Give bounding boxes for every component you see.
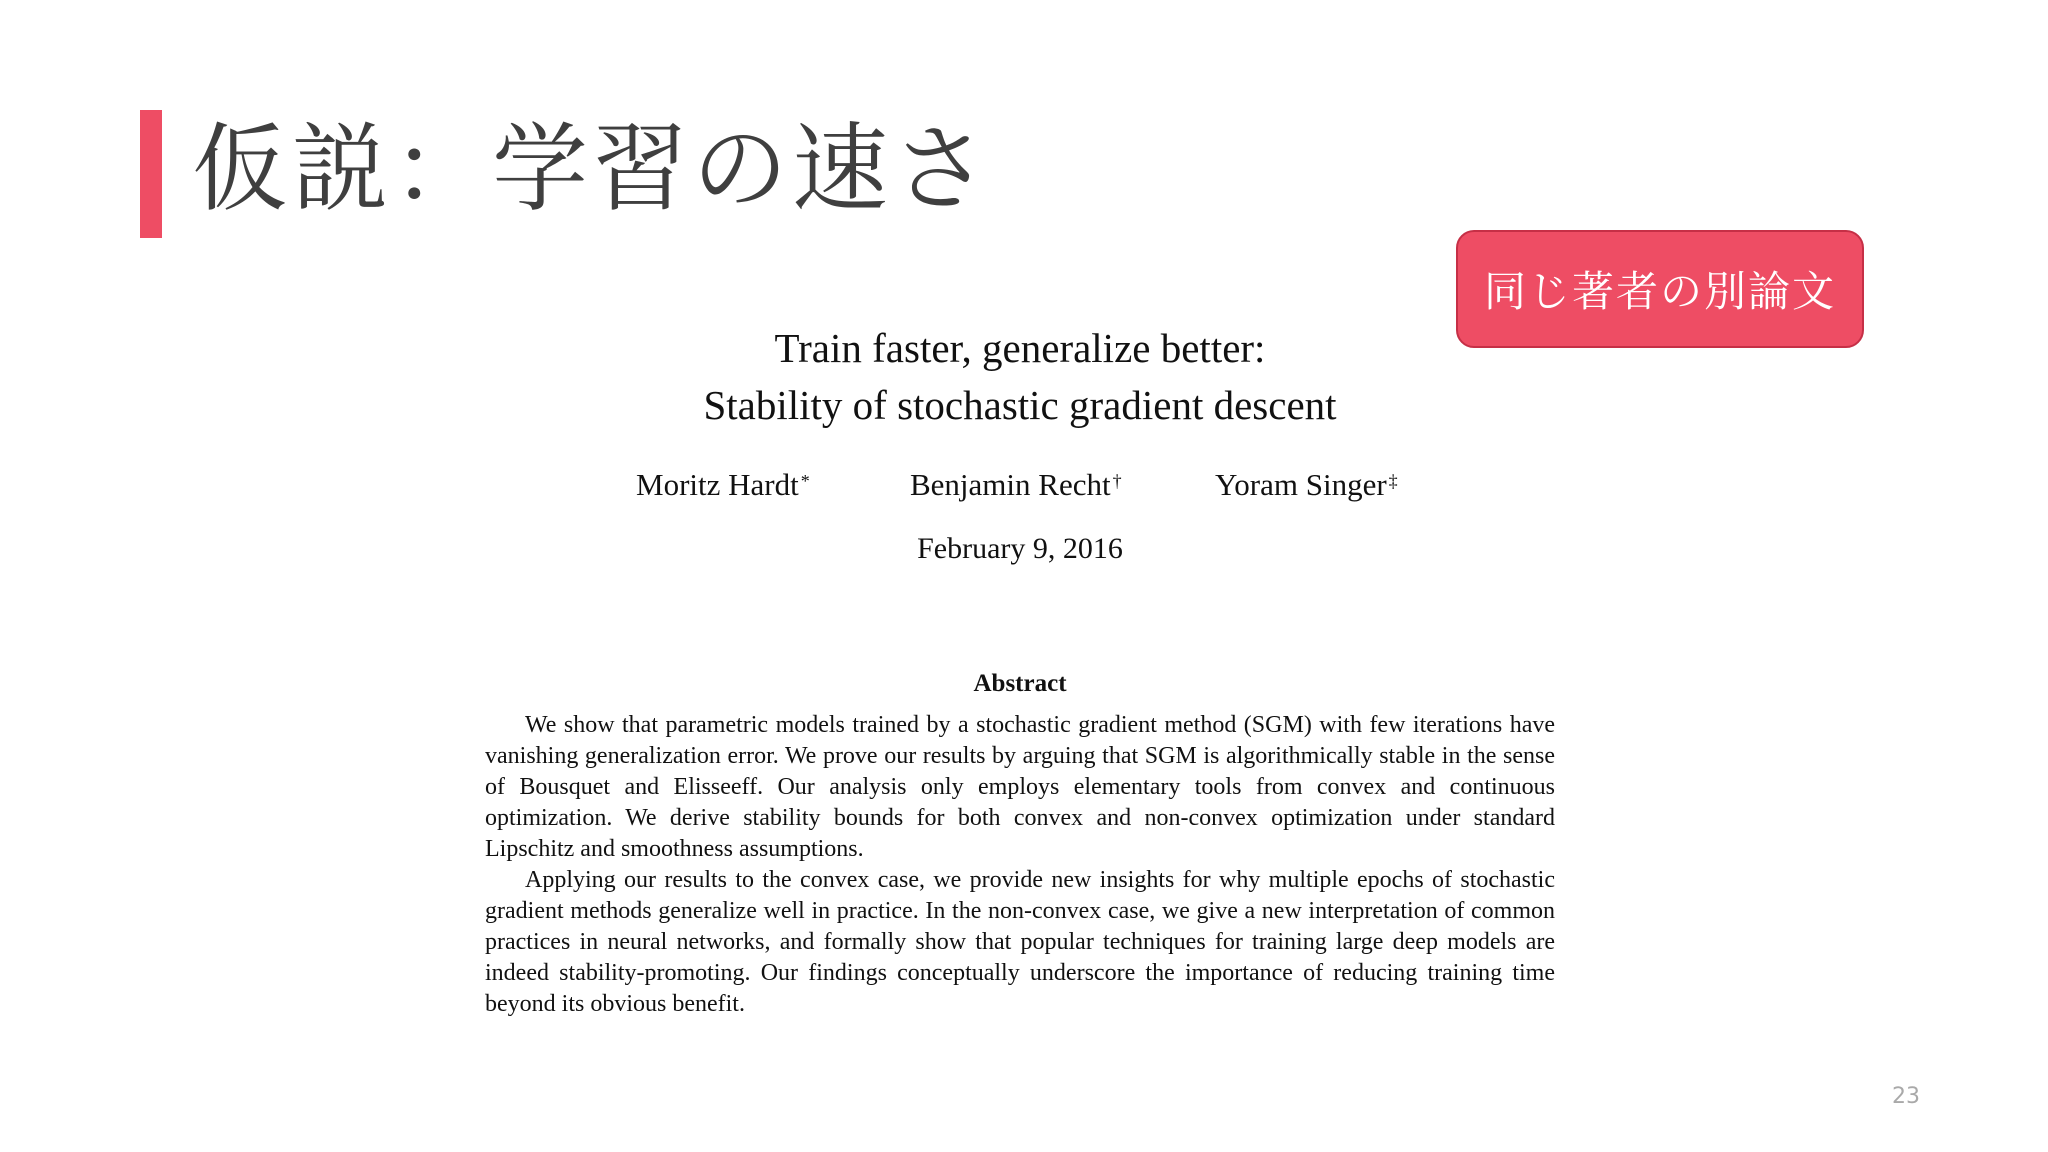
author-3	[1215, 460, 1398, 510]
slide-title: 仮説：学習の速さ	[192, 113, 992, 225]
author-3-name: Yoram Singer	[1215, 467, 1387, 502]
title-accent-bar	[140, 110, 162, 238]
paper-date: February 9, 2016	[917, 532, 1123, 565]
paper-title-line-2: Stability of stochastic gradient descent	[703, 382, 1337, 428]
callout-badge: 同じ著者の別論文	[1456, 230, 1864, 348]
abstract-paragraph-2: Applying our results to the convex case, we provide new insights for why multiple epochs of stochastic gradient methods generalize well in practice. In the non-convex case, we give a new interpretation of common practices in neural networks, and formally show that popular techniques for training large deep models are indeed stability-promoting. Our findings conceptually underscore the importance of reducing training time beyond its obvious benefit.	[485, 867, 1555, 1017]
author-1-name: Moritz Hardt	[636, 467, 799, 502]
author-1	[636, 460, 810, 510]
paper-authors	[470, 460, 1570, 510]
author-3-mark: ‡	[1388, 471, 1398, 491]
author-2-name: Benjamin Recht	[910, 467, 1111, 502]
paper-excerpt	[470, 300, 1570, 1060]
paper-title	[470, 320, 1570, 434]
abstract-body	[485, 710, 1555, 1020]
author-2	[910, 460, 1122, 510]
abstract-heading: Abstract	[973, 670, 1067, 697]
author-2-mark: †	[1112, 471, 1122, 491]
abstract-paragraph-1: We show that parametric models trained by a stochastic gradient method (SGM) with few iterations have vanishing generalization error. We prove our results by arguing that SGM is algorithmically stable in the sense of Bousquet and Elisseeff. Our analysis only employs elementary tools from convex and continuous optimization. We derive stability bounds for both convex and non-convex optimization under standard Lipschitz and smoothness assumptions.	[485, 712, 1555, 862]
paper-title-line-1: Train faster, generalize better:	[774, 325, 1266, 371]
page-number: 23	[1892, 1084, 1920, 1109]
author-1-mark: *	[800, 471, 810, 491]
